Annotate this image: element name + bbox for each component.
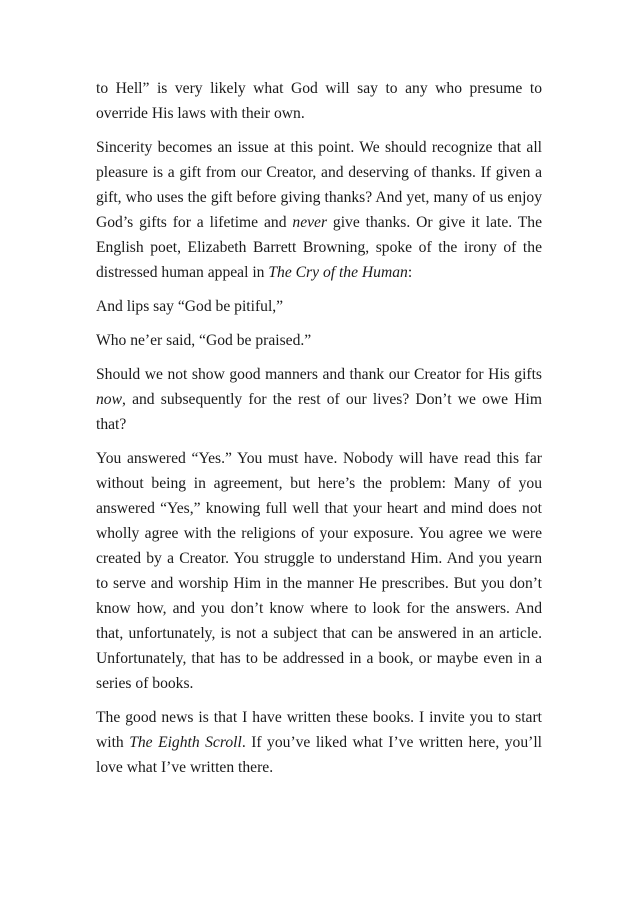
- paragraph-text: Sincerity becomes an issue at this point. We should recognize that all pleasure is a gift from our Creator, and deserving of thanks. If given a gift, who uses the gift before giving thanks? And yet, many of us enjoy God’s gifts for a lifetime and: [96, 139, 542, 231]
- quote-line-1: [96, 294, 542, 319]
- paragraph-text: give thanks. Or give it late. The English poet, Elizabeth Barrett Browning, spoke of the irony of the distressed human appeal in: [96, 214, 542, 281]
- paragraph-text: , and subsequently for the rest of our lives? Don’t we owe Him that?: [96, 391, 542, 433]
- paragraph-text: to Hell” is very likely what God will say to any who presume to override His laws with their own.: [96, 80, 542, 122]
- paragraph-text: . If you’ve liked what I’ve written here, you’ll love what I’ve written there.: [96, 734, 542, 776]
- paragraph-text: You answered “Yes.” You must have. Nobody will have read this far without being in agreement, but here’s the problem: Many of you answered “Yes,” knowing full well that your heart and mind does not wholly agree with the religions of your exposure. You agree we were created by a Creator. You struggle to understand Him. And you yearn to serve and worship Him in the manner He prescribes. But you don’t know how, and you don’t know where to look for the answers. And that, unfortunately, is not a subject that can be answered in an article. Unfortunately, that has to be addressed in a book, or maybe even in a series of books.: [96, 450, 542, 692]
- emphasis-now: now: [96, 391, 122, 408]
- paragraph-text: The good news is that I have written these books. I invite you to start with: [96, 709, 542, 751]
- emphasis-never: never: [292, 214, 328, 231]
- quote-text: And lips say “God be pitiful,”: [96, 298, 284, 315]
- book-title: The Eighth Scroll: [129, 734, 242, 751]
- paragraph-text: :: [407, 264, 413, 281]
- paragraph-3: [96, 362, 542, 437]
- quote-line-2: [96, 328, 542, 353]
- poem-title: The Cry of the Human: [268, 264, 408, 281]
- paragraph-4: [96, 446, 542, 696]
- paragraph-2: [96, 135, 542, 285]
- quote-text: Who ne’er said, “God be praised.”: [96, 332, 312, 349]
- paragraph-5: [96, 705, 542, 780]
- paragraph-text: Should we not show good manners and thank our Creator for His gifts: [96, 366, 542, 383]
- paragraph-1: [96, 76, 542, 126]
- document-page: [96, 76, 542, 789]
